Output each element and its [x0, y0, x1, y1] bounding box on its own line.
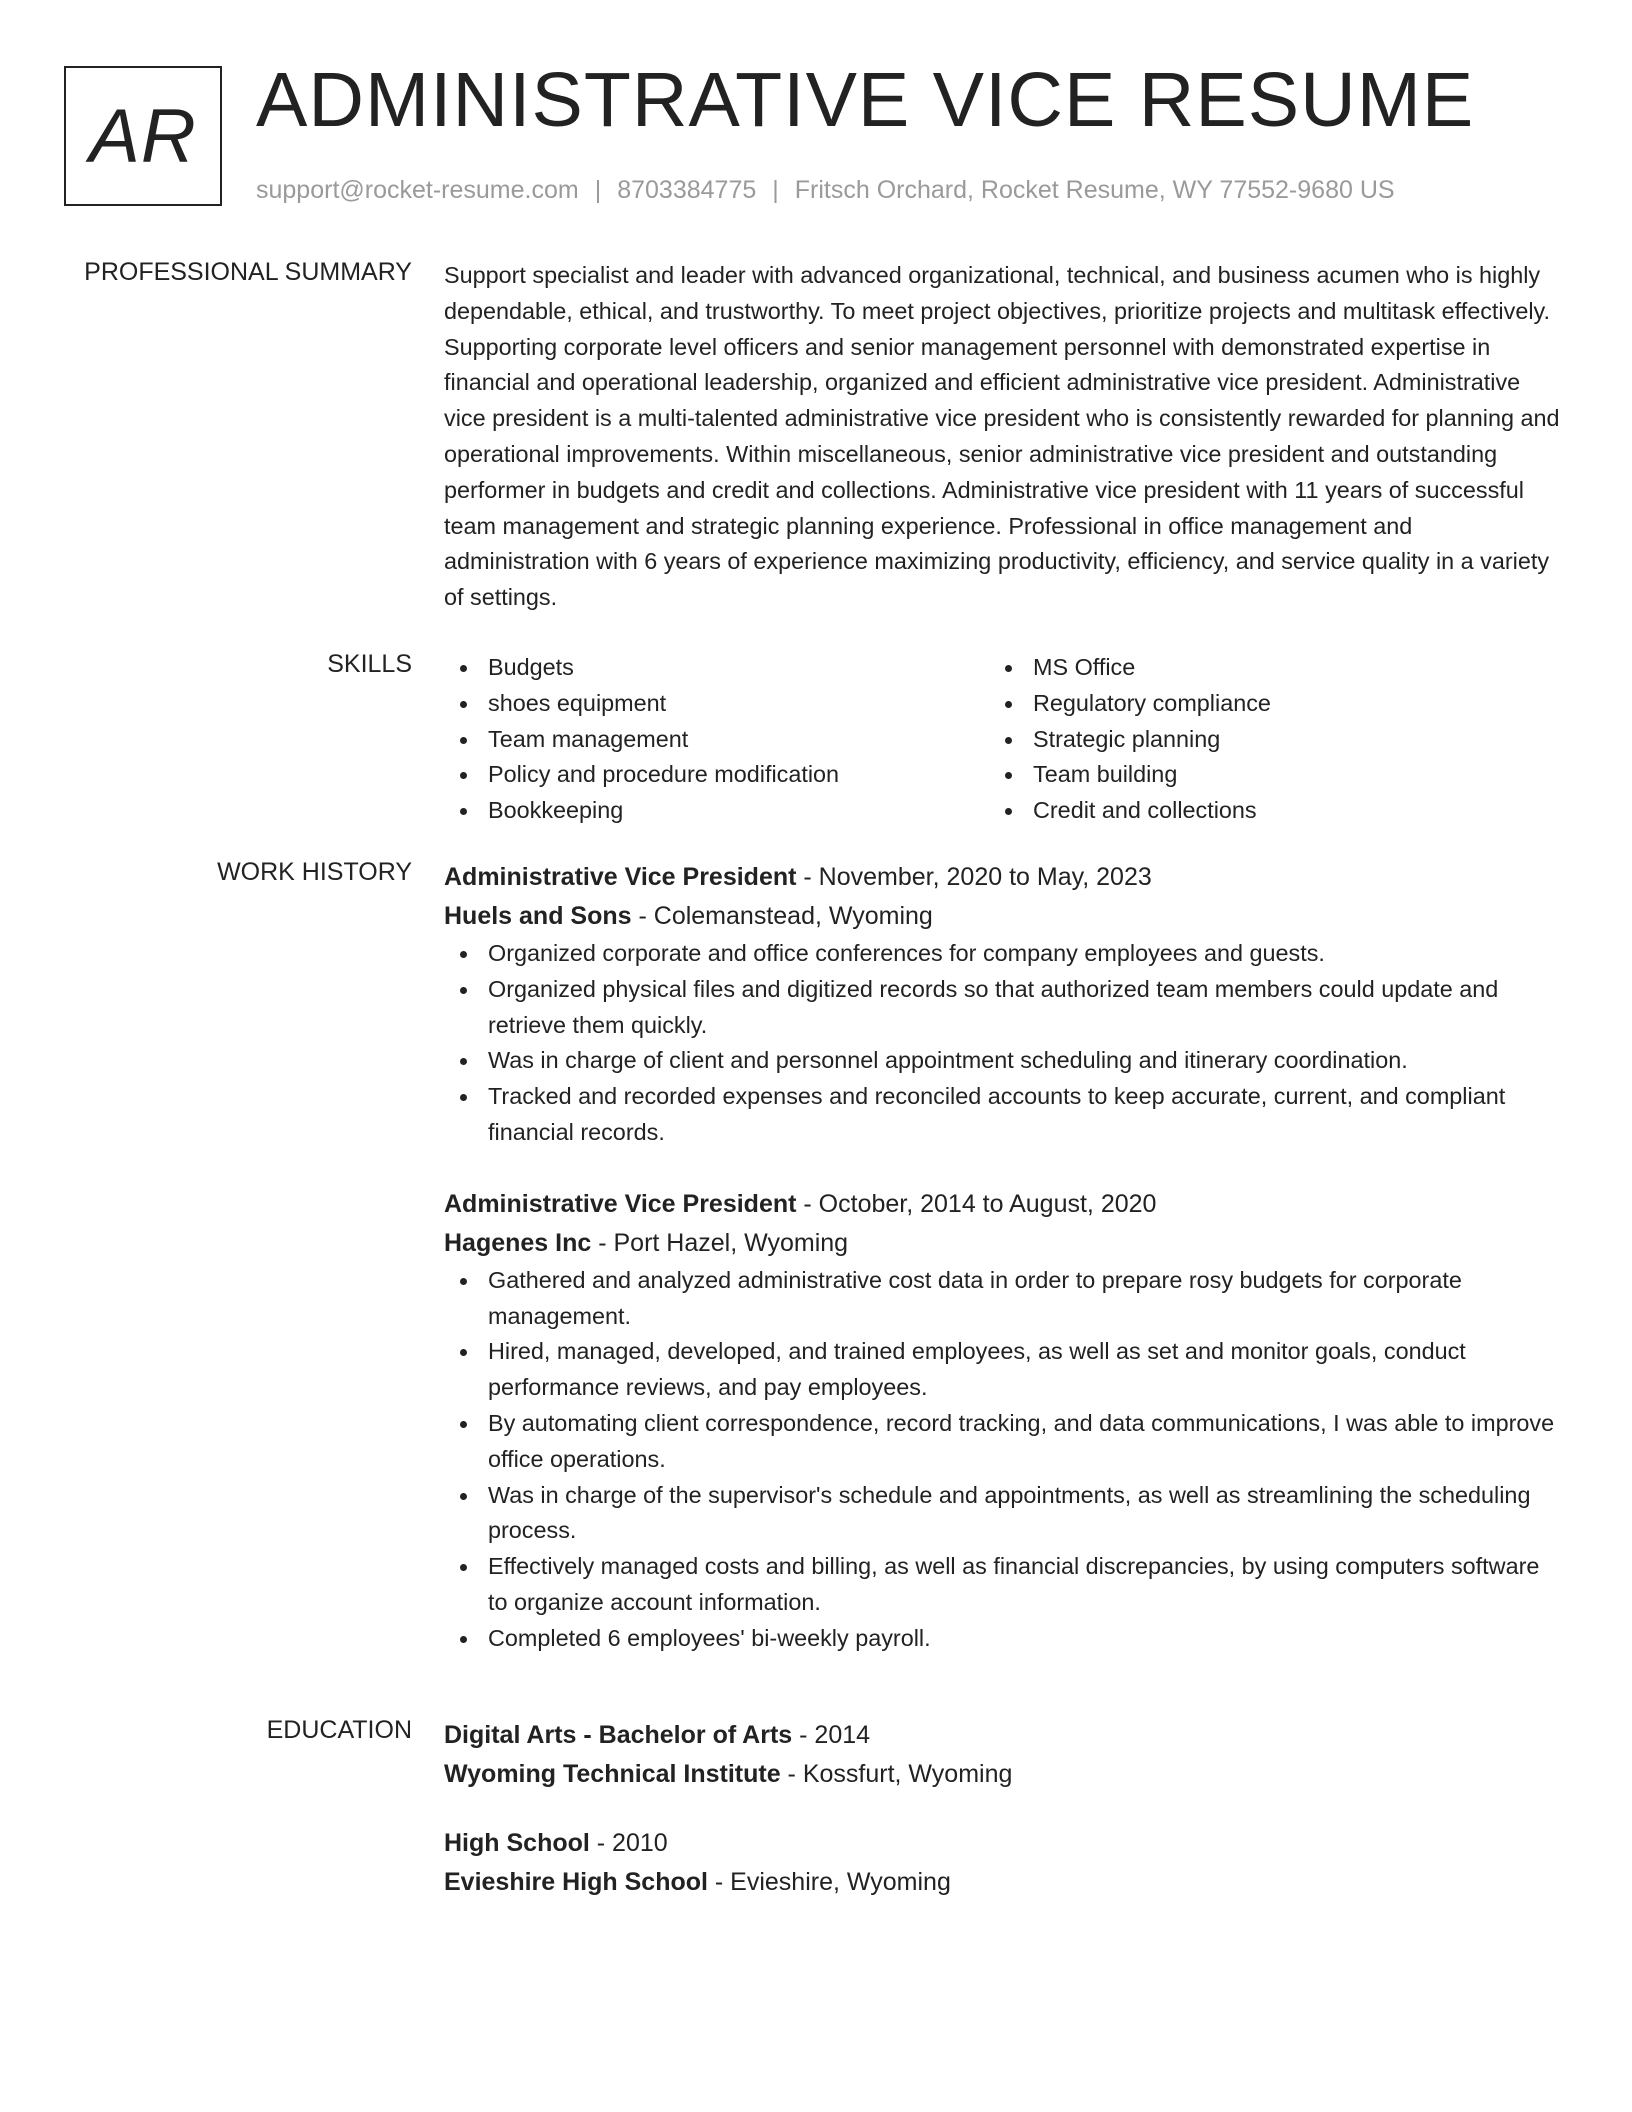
section-label-skills: SKILLS: [327, 650, 412, 678]
contact-address: Fritsch Orchard, Rocket Resume, WY 77552-9680 US: [794, 176, 1395, 204]
job-bullet: By automating client correspondence, record tracking, and data communications, I was able to improve office operations.: [444, 1406, 1560, 1478]
skill-item: Bookkeeping: [444, 793, 989, 829]
job-dates: - October, 2014 to August, 2020: [796, 1189, 1157, 1218]
job-company: Huels and Sons: [444, 902, 632, 930]
skill-item: shoes equipment: [444, 686, 989, 722]
job-bullet: Organized corporate and office conferences for company employees and guests.: [444, 936, 1560, 972]
job-dates: - November, 2020 to May, 2023: [796, 863, 1152, 891]
job-bullet: Effectively managed costs and billing, as well as financial discrepancies, by using computers software to organize account information.: [444, 1549, 1560, 1621]
skills-list-left: [444, 650, 989, 829]
education-school-line: [444, 1863, 1560, 1902]
resume-title: ADMINISTRATIVE VICE RESUME: [256, 57, 1475, 143]
skill-item: Credit and collections: [989, 793, 1534, 829]
contact-separator: |: [594, 176, 602, 204]
education-entry: [444, 1824, 1560, 1902]
education-school-line: [444, 1755, 1560, 1794]
job-location: - Port Hazel, Wyoming: [591, 1228, 849, 1257]
job-title: Administrative Vice President: [444, 863, 797, 891]
skill-item: Budgets: [444, 650, 989, 686]
skills-columns: [444, 650, 1560, 829]
education-degree-line: [444, 1716, 1560, 1755]
skill-item: Strategic planning: [989, 722, 1534, 758]
job-title: Administrative Vice President: [444, 1189, 797, 1218]
job-bullet: Gathered and analyzed administrative cost data in order to prepare rosy budgets for corporate management.: [444, 1263, 1560, 1335]
education-degree: Digital Arts - Bachelor of Arts: [444, 1721, 793, 1749]
job-company: Hagenes Inc: [444, 1228, 592, 1257]
job-bullet: Completed 6 employees' bi-weekly payroll.: [444, 1621, 1560, 1657]
education-year: - 2014: [792, 1721, 871, 1749]
job-bullet: Organized physical files and digitized records so that authorized team members could update and retrieve them quickly.: [444, 972, 1560, 1044]
skill-item: Team building: [989, 757, 1534, 793]
job-bullet: Tracked and recorded expenses and reconciled accounts to keep accurate, current, and compliant financial records.: [444, 1079, 1560, 1151]
contact-email: support@rocket-resume.com: [256, 176, 579, 204]
education-location: - Evieshire, Wyoming: [707, 1868, 951, 1896]
education-entry: [444, 1716, 1560, 1794]
job-bullet: Hired, managed, developed, and trained employees, as well as set and monitor goals, conduct performance reviews, and pay employees.: [444, 1334, 1560, 1406]
skills-list-right: [989, 650, 1534, 829]
summary-body: [444, 258, 1560, 616]
job-company-line: [444, 897, 1560, 936]
skill-item: MS Office: [989, 650, 1534, 686]
education-degree-line: [444, 1824, 1560, 1863]
section-label-education: EDUCATION: [266, 1716, 412, 1744]
job-bullets: [444, 936, 1560, 1151]
skill-item: Team management: [444, 722, 989, 758]
education-year: - 2010: [589, 1829, 668, 1857]
education-degree: High School: [444, 1829, 590, 1857]
monogram-initials: AR: [89, 93, 197, 179]
job-company-line: [444, 1224, 1560, 1263]
skill-item: Policy and procedure modification: [444, 757, 989, 793]
monogram-box: [64, 66, 222, 206]
skill-item: Regulatory compliance: [989, 686, 1534, 722]
job-title-line: [444, 858, 1560, 897]
skills-body: [444, 650, 1560, 829]
education-body: [444, 1716, 1560, 1902]
job-entry: [444, 858, 1560, 1151]
education-school: Evieshire High School: [444, 1868, 708, 1896]
job-title-line: [444, 1185, 1560, 1224]
contact-phone: 8703384775: [617, 176, 757, 204]
work-body: [444, 858, 1560, 1657]
job-location: - Colemanstead, Wyoming: [631, 902, 933, 930]
education-school: Wyoming Technical Institute: [444, 1760, 781, 1788]
summary-text: Support specialist and leader with advanced organizational, technical, and business acumen who is highly dependable, ethical, and trustworthy. To meet project objectives, prioritize projects and multitask effectively. Supporting corporate level officers and senior management personnel with demonstrated expertise in financial and operational leadership, organized and efficient administrative vice president. Administrative vice president is a multi-talented administrative vice president who is consistently rewarded for planning and operational improvements. Within miscellaneous, senior administrative vice president and outstanding performer in budgets and credit and collections. Administrative vice president with 11 years of successful team management and strategic planning experience. Professional in office management and administration with 6 years of experience maximizing productivity, efficiency, and service quality in a variety of settings.: [444, 262, 1560, 611]
job-bullets: [444, 1263, 1560, 1657]
job-bullet: Was in charge of client and personnel appointment scheduling and itinerary coordination.: [444, 1043, 1560, 1079]
job-entry: [444, 1185, 1560, 1657]
contact-line: [256, 176, 1395, 205]
education-location: - Kossfurt, Wyoming: [780, 1760, 1013, 1788]
job-bullet: Was in charge of the supervisor's schedule and appointments, as well as streamlining the scheduling process.: [444, 1478, 1560, 1550]
contact-separator: |: [772, 176, 779, 204]
section-label-summary: PROFESSIONAL SUMMARY: [84, 258, 412, 286]
section-label-work: WORK HISTORY: [217, 858, 412, 886]
